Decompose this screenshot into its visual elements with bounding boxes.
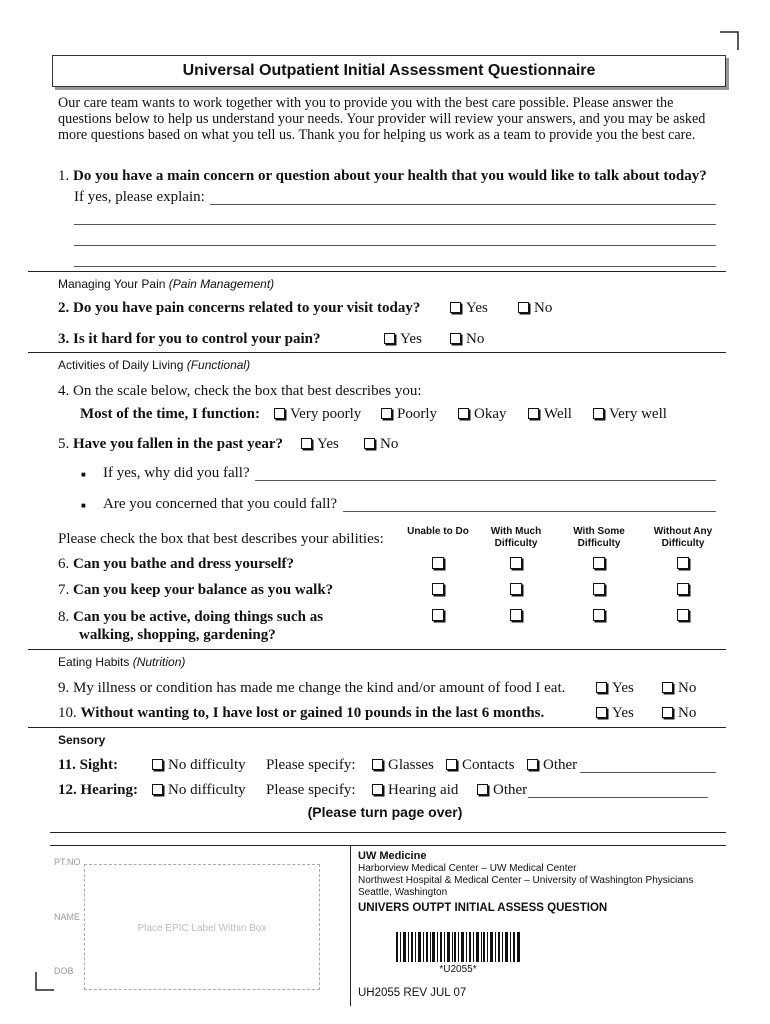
section-eating-heading [58,655,185,669]
q12-other-option[interactable] [477,782,527,799]
label-name: NAME [54,912,81,922]
bullet-icon: ■ [81,470,86,479]
q11-nodiff-label: No difficulty [168,757,246,773]
header-much-difficulty: With Much Difficulty [490,526,542,549]
q10-yes-label: Yes [612,705,634,721]
q11-contacts-checkbox[interactable] [446,759,457,770]
q9-no-option[interactable] [662,680,696,697]
footer-vertical-divider [350,846,351,1006]
q12-other-checkbox[interactable] [477,784,488,795]
q11-nodiff-checkbox[interactable] [152,759,163,770]
q4-very-well-label: Very well [609,406,667,422]
question-7 [58,582,333,599]
q12-specify: Please specify: [266,782,356,798]
q11-other-label: Other [543,757,578,773]
q1-explain-line-3[interactable] [74,245,716,246]
q8-text-line1: Can you be active, doing things such as [73,609,324,625]
q2-yes-option[interactable] [450,300,488,317]
q11-glasses-checkbox[interactable] [372,759,383,770]
question-9: 9. My illness or condition has made me change the kind and/or amount of food I eat. [58,680,566,696]
q10-text: Without wanting to, I have lost or gained 10 pounds in the last 6 months. [80,705,545,721]
q11-contacts-label: Contacts [462,757,515,773]
q8-much-checkbox[interactable] [510,609,522,621]
q1-explain-label: If yes, please explain: [74,189,205,205]
question-5 [58,436,283,453]
q3-no-option[interactable] [450,331,484,348]
q4-very-poorly-checkbox[interactable] [274,408,285,419]
q4-lead: Most of the time, I function: [80,406,260,422]
form-name: UNIVERS OUTPT INITIAL ASSESS QUESTION [358,902,608,914]
q10-no-checkbox[interactable] [662,707,673,718]
q12-nodiff-label: No difficulty [168,782,246,798]
q5-no-checkbox[interactable] [364,438,375,449]
q7-text: Can you keep your balance as you walk? [73,582,334,598]
q8-none-checkbox[interactable] [677,609,689,621]
q7-number: 7. [58,582,70,598]
q5-yes-option[interactable] [301,436,339,453]
bullet-icon: ■ [81,501,86,510]
q12-other-label: Other [493,782,528,798]
q4-option-very-poorly[interactable] [274,406,361,423]
divider-footer-top [50,832,726,833]
q3-yes-option[interactable] [384,331,422,348]
divider-pain [28,271,726,272]
q12-nodiff-checkbox[interactable] [152,784,163,795]
section-daily-title: Activities of Daily Living [58,358,184,372]
q10-no-label: No [678,705,697,721]
section-pain-sub: (Pain Management) [168,277,275,291]
q7-none-checkbox[interactable] [677,583,689,595]
question-10 [58,705,544,722]
q5-bullet-2-line[interactable] [343,511,716,512]
q6-some-checkbox[interactable] [593,557,605,569]
q7-some-checkbox[interactable] [593,583,605,595]
q12-hearing-aid-option[interactable] [372,782,458,799]
q4-very-well-checkbox[interactable] [593,408,604,419]
q5-text: Have you fallen in the past year? [73,436,283,452]
q5-bullet-2: Are you concerned that you could fall? [103,496,338,512]
q2-yes-checkbox[interactable] [450,302,461,313]
q12-label: 12. Hearing: [58,782,138,798]
form-title-text: Universal Outpatient Initial Assessment Questionnaire [182,62,596,79]
q9-yes-option[interactable] [596,680,634,697]
section-eating-title: Eating Habits [58,655,130,669]
epic-label-text: Place EPIC Label Within Box [137,923,267,934]
q4-well-label: Well [544,406,572,422]
q5-no-label: No [380,436,399,452]
q4-option-poorly[interactable] [381,406,437,423]
q6-much-checkbox[interactable] [510,557,522,569]
q1-number: 1. [58,168,70,184]
q9-yes-checkbox[interactable] [596,682,607,693]
q5-yes-checkbox[interactable] [301,438,312,449]
q4-okay-label: Okay [474,406,507,422]
q2-no-label: No [534,300,553,316]
q11-glasses-option[interactable] [372,757,434,774]
divider-sensory [28,727,726,728]
q5-bullet-1: If yes, why did you fall? [103,465,250,481]
q3-no-label: No [466,331,485,347]
divider-eating [28,649,726,650]
q8-some-checkbox[interactable] [593,609,605,621]
divider-footer [50,845,726,846]
header-some-difficulty: With Some Difficulty [573,526,625,549]
q12-hearing-aid-label: Hearing aid [388,782,459,798]
q12-other-line[interactable] [528,797,708,798]
q11-nodiff-option[interactable] [152,757,246,774]
q11-other-line[interactable] [580,772,716,773]
q8-number: 8. [58,609,70,625]
section-pain-title: Managing Your Pain [58,277,166,291]
q6-unable-checkbox[interactable] [432,557,444,569]
q9-no-checkbox[interactable] [662,682,673,693]
section-eating-sub: (Nutrition) [132,655,186,669]
q4-option-okay[interactable] [458,406,507,423]
q4-well-checkbox[interactable] [528,408,539,419]
q11-label: 11. Sight: [58,757,119,773]
section-sensory-heading: Sensory [58,733,106,747]
q5-yes-label: Yes [317,436,339,452]
q10-number: 10. [58,705,77,721]
question-3: 3. Is it hard for you to control your pain? [58,331,321,347]
section-daily-sub: (Functional) [186,358,251,372]
q5-bullet-1-line[interactable] [255,480,716,481]
q4-poorly-checkbox[interactable] [381,408,392,419]
label-pt-no: PT.NO [54,857,81,867]
q6-text: Can you bathe and dress yourself? [73,556,295,572]
org-line-3: Seattle, Washington [358,887,448,898]
q3-yes-checkbox[interactable] [384,333,395,344]
corner-mark-top-right [720,30,740,50]
q11-other-checkbox[interactable] [527,759,538,770]
q1-explain-line-1[interactable] [210,204,716,205]
q9-no-label: No [678,680,697,696]
q12-nodiff-option[interactable] [152,782,246,799]
q4-very-poorly-label: Very poorly [290,406,362,422]
q4-okay-checkbox[interactable] [458,408,469,419]
question-1 [58,168,707,185]
question-2: 2. Do you have pain concerns related to your visit today? [58,300,421,316]
q11-other-option[interactable] [527,757,577,774]
q7-much-checkbox[interactable] [510,583,522,595]
turn-over-note: (Please turn page over) [307,804,463,820]
q1-text: Do you have a main concern or question about your health that you would like to talk about today? [73,168,707,184]
label-dob: DOB [54,966,74,976]
q4-option-well[interactable] [528,406,572,423]
revision-code: UH2055 REV JUL 07 [358,987,467,999]
q8-unable-checkbox[interactable] [432,609,444,621]
abilities-prompt: Please check the box that best describes your abilities: [58,531,384,547]
q1-explain-line-4[interactable] [74,266,716,267]
q4-poorly-label: Poorly [397,406,438,422]
form-title [52,55,726,87]
q5-no-option[interactable] [364,436,398,453]
intro-paragraph: Our care team wants to work together with you to provide you with the best care possible. Please answer the questions below to help us understand your needs. Your provider will review your answers, and you may be asked more questions based on what you tell us. Thank you for helping us work as a team to provide you the best care. [58,95,706,143]
q6-number: 6. [58,556,70,572]
q11-contacts-option[interactable] [446,757,515,774]
q6-none-checkbox[interactable] [677,557,689,569]
q7-unable-checkbox[interactable] [432,583,444,595]
org-name: UW Medicine [358,850,427,862]
header-unable: Unable to Do [407,526,469,537]
org-line-2: Northwest Hospital & Medical Center – University of Washington Physicians [358,875,694,886]
q5-number: 5. [58,436,70,452]
barcode-icon [396,932,520,962]
corner-mark-bottom-left [34,972,54,992]
question-4: 4. On the scale below, check the box that best describes you: [58,383,422,399]
q11-glasses-label: Glasses [388,757,434,773]
q3-no-checkbox[interactable] [450,333,461,344]
q10-no-option[interactable] [662,705,696,722]
question-8 [58,609,323,626]
section-pain-heading [58,277,274,291]
q3-yes-label: Yes [400,331,422,347]
q4-option-very-well[interactable] [593,406,667,423]
org-line-1: Harborview Medical Center – UW Medical Center [358,863,577,874]
section-daily-heading [58,358,250,372]
barcode-text: *U2055* [439,964,477,975]
divider-daily [28,352,726,353]
q1-explain-line-2[interactable] [74,224,716,225]
header-no-difficulty: Without Any Difficulty [653,526,713,549]
q11-specify: Please specify: [266,757,356,773]
q10-yes-option[interactable] [596,705,634,722]
q10-yes-checkbox[interactable] [596,707,607,718]
q8-text-line2: walking, shopping, gardening? [79,627,276,643]
q2-yes-label: Yes [466,300,488,316]
question-6 [58,556,294,573]
q2-no-checkbox[interactable] [518,302,529,313]
q12-hearing-aid-checkbox[interactable] [372,784,383,795]
q2-no-option[interactable] [518,300,552,317]
q9-yes-label: Yes [612,680,634,696]
